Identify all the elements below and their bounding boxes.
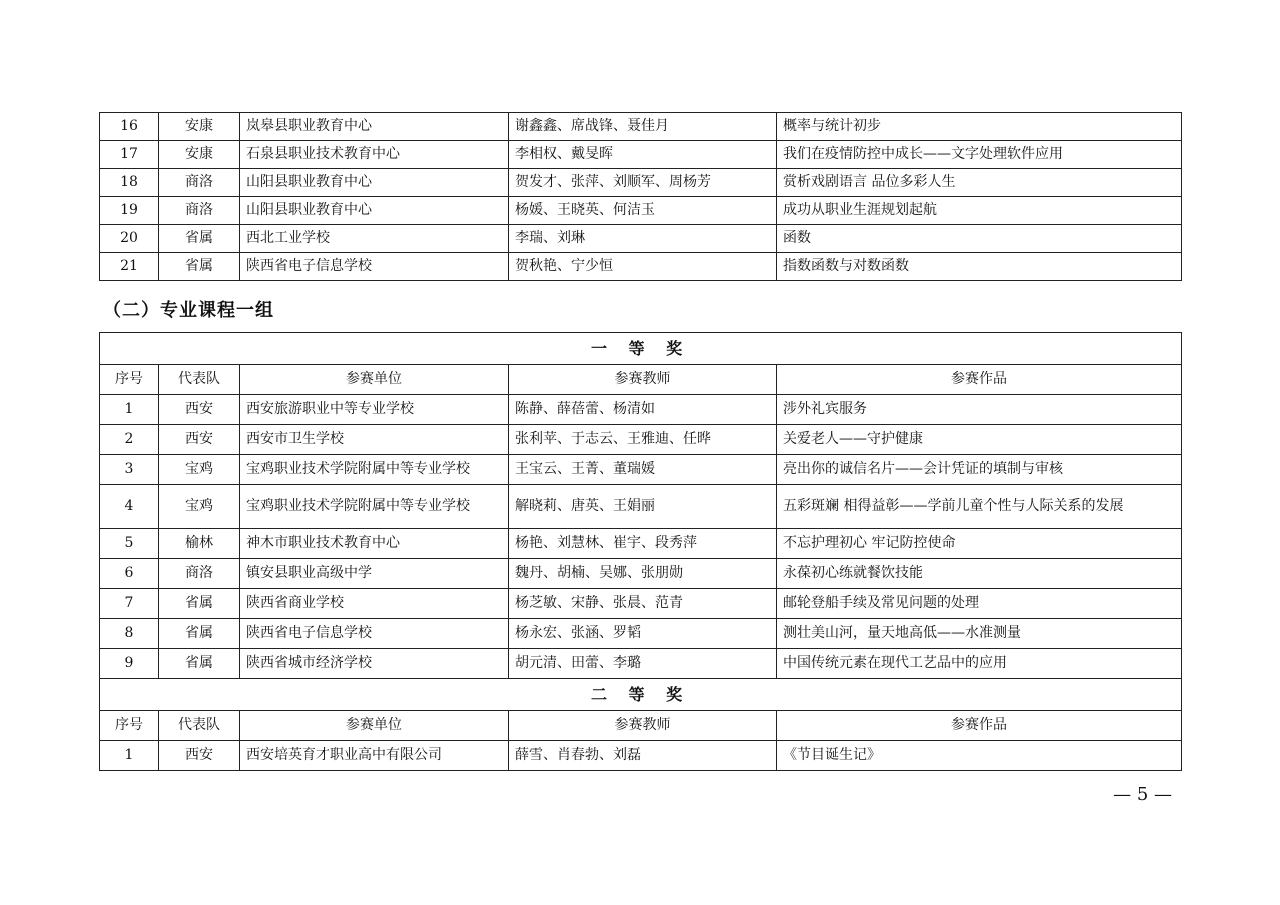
header-row — [100, 365, 1182, 395]
cell-team: 榆林 — [159, 529, 240, 559]
header-no: 序号 — [100, 711, 159, 741]
cell-no: 18 — [100, 169, 159, 197]
cell-team: 商洛 — [159, 169, 240, 197]
cell-team: 安康 — [159, 141, 240, 169]
cell-no: 19 — [100, 197, 159, 225]
cell-unit: 宝鸡职业技术学院附属中等专业学校 — [240, 485, 509, 529]
cell-work: 涉外礼宾服务 — [777, 395, 1182, 425]
cell-teachers: 谢鑫鑫、席战锋、聂佳月 — [509, 113, 777, 141]
table-row — [100, 649, 1182, 679]
cell-unit: 西安市卫生学校 — [240, 425, 509, 455]
header-work: 参赛作品 — [777, 711, 1182, 741]
cell-work: 永葆初心练就餐饮技能 — [777, 559, 1182, 589]
cell-no: 21 — [100, 253, 159, 281]
cell-no: 9 — [100, 649, 159, 679]
cell-team: 西安 — [159, 395, 240, 425]
table-row — [100, 741, 1182, 771]
table-row — [100, 455, 1182, 485]
table-row — [100, 253, 1182, 281]
table-row — [100, 589, 1182, 619]
cell-no: 2 — [100, 425, 159, 455]
cell-no: 7 — [100, 589, 159, 619]
header-teachers: 参赛教师 — [509, 365, 777, 395]
cell-work: 不忘护理初心 牢记防控使命 — [777, 529, 1182, 559]
first-prize-band — [100, 333, 1182, 365]
cell-work: 函数 — [777, 225, 1182, 253]
cell-no: 17 — [100, 141, 159, 169]
cell-teachers: 杨媛、王晓英、何洁玉 — [509, 197, 777, 225]
cell-unit: 山阳县职业教育中心 — [240, 169, 509, 197]
header-unit: 参赛单位 — [240, 365, 509, 395]
cell-work: 我们在疫情防控中成长——文字处理软件应用 — [777, 141, 1182, 169]
cell-unit: 岚皋县职业教育中心 — [240, 113, 509, 141]
cell-work: 成功从职业生涯规划起航 — [777, 197, 1182, 225]
cell-teachers: 薛雪、肖春勃、刘磊 — [509, 741, 777, 771]
table-row — [100, 559, 1182, 589]
cell-unit: 镇安县职业高级中学 — [240, 559, 509, 589]
table-row — [100, 619, 1182, 649]
cell-unit: 西安培英育才职业高中有限公司 — [240, 741, 509, 771]
section-heading: （二）专业课程一组 — [103, 300, 274, 321]
cell-no: 3 — [100, 455, 159, 485]
cell-no: 20 — [100, 225, 159, 253]
table-row — [100, 197, 1182, 225]
header-unit: 参赛单位 — [240, 711, 509, 741]
table-row — [100, 113, 1182, 141]
cell-no: 16 — [100, 113, 159, 141]
cell-no: 1 — [100, 395, 159, 425]
cell-work: 邮轮登船手续及常见问题的处理 — [777, 589, 1182, 619]
cell-unit: 陕西省城市经济学校 — [240, 649, 509, 679]
cell-work: 测壮美山河，量天地高低——水准测量 — [777, 619, 1182, 649]
cell-work: 中国传统元素在现代工艺品中的应用 — [777, 649, 1182, 679]
cell-teachers: 张利苹、于志云、王雅迪、任晔 — [509, 425, 777, 455]
table-row — [100, 485, 1182, 529]
first-prize-title: 一 等 奖 — [100, 333, 1182, 365]
cell-teachers: 贺秋艳、宁少恒 — [509, 253, 777, 281]
header-team: 代表队 — [159, 711, 240, 741]
table-row — [100, 425, 1182, 455]
cell-work: 关爱老人——守护健康 — [777, 425, 1182, 455]
award-table-professional-group-1 — [99, 332, 1182, 771]
cell-work: 《节目诞生记》 — [777, 741, 1182, 771]
award-table-continued — [99, 112, 1182, 281]
table-row — [100, 169, 1182, 197]
cell-work: 赏析戏剧语言 品位多彩人生 — [777, 169, 1182, 197]
header-team: 代表队 — [159, 365, 240, 395]
cell-teachers: 李瑞、刘琳 — [509, 225, 777, 253]
cell-unit: 神木市职业技术教育中心 — [240, 529, 509, 559]
cell-team: 宝鸡 — [159, 455, 240, 485]
cell-no: 6 — [100, 559, 159, 589]
table-row — [100, 141, 1182, 169]
cell-unit: 西安旅游职业中等专业学校 — [240, 395, 509, 425]
table-row — [100, 529, 1182, 559]
table-row — [100, 225, 1182, 253]
cell-teachers: 胡元清、田蕾、李璐 — [509, 649, 777, 679]
cell-teachers: 杨芝敏、宋静、张晨、范青 — [509, 589, 777, 619]
cell-team: 西安 — [159, 741, 240, 771]
cell-team: 商洛 — [159, 559, 240, 589]
cell-team: 省属 — [159, 619, 240, 649]
cell-teachers: 解晓莉、唐英、王娟丽 — [509, 485, 777, 529]
cell-teachers: 陈静、薛蓓蕾、杨清如 — [509, 395, 777, 425]
cell-team: 商洛 — [159, 197, 240, 225]
cell-no: 1 — [100, 741, 159, 771]
table-row — [100, 395, 1182, 425]
page-number: — 5 — — [1113, 784, 1172, 805]
cell-unit: 石泉县职业技术教育中心 — [240, 141, 509, 169]
cell-teachers: 杨艳、刘慧林、崔宇、段秀萍 — [509, 529, 777, 559]
header-work: 参赛作品 — [777, 365, 1182, 395]
cell-unit: 西北工业学校 — [240, 225, 509, 253]
cell-teachers: 李相权、戴旻晖 — [509, 141, 777, 169]
header-no: 序号 — [100, 365, 159, 395]
cell-team: 省属 — [159, 225, 240, 253]
cell-teachers: 贺发才、张萍、刘顺军、周杨芳 — [509, 169, 777, 197]
cell-team: 省属 — [159, 253, 240, 281]
cell-team: 安康 — [159, 113, 240, 141]
cell-unit: 宝鸡职业技术学院附属中等专业学校 — [240, 455, 509, 485]
cell-teachers: 杨永宏、张涵、罗韬 — [509, 619, 777, 649]
cell-team: 省属 — [159, 649, 240, 679]
cell-work: 亮出你的诚信名片——会计凭证的填制与审核 — [777, 455, 1182, 485]
cell-unit: 陕西省电子信息学校 — [240, 619, 509, 649]
cell-work: 指数函数与对数函数 — [777, 253, 1182, 281]
cell-teachers: 魏丹、胡楠、吴娜、张朋勋 — [509, 559, 777, 589]
cell-team: 西安 — [159, 425, 240, 455]
cell-work: 概率与统计初步 — [777, 113, 1182, 141]
cell-no: 4 — [100, 485, 159, 529]
cell-no: 5 — [100, 529, 159, 559]
cell-unit: 山阳县职业教育中心 — [240, 197, 509, 225]
cell-team: 省属 — [159, 589, 240, 619]
second-prize-band — [100, 679, 1182, 711]
cell-unit: 陕西省电子信息学校 — [240, 253, 509, 281]
cell-unit: 陕西省商业学校 — [240, 589, 509, 619]
second-prize-title: 二 等 奖 — [100, 679, 1182, 711]
header-row — [100, 711, 1182, 741]
cell-no: 8 — [100, 619, 159, 649]
cell-team: 宝鸡 — [159, 485, 240, 529]
cell-teachers: 王宝云、王菁、董瑞媛 — [509, 455, 777, 485]
cell-work: 五彩斑斓 相得益彰——学前儿童个性与人际关系的发展 — [777, 485, 1182, 529]
header-teachers: 参赛教师 — [509, 711, 777, 741]
